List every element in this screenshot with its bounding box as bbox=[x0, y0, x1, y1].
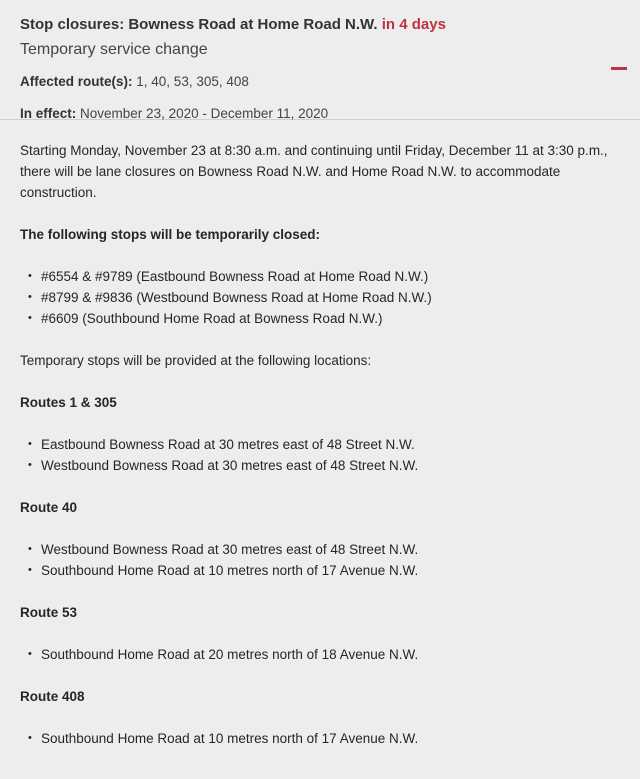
notice-title bbox=[20, 15, 620, 35]
route-heading: Route 40 bbox=[20, 500, 78, 515]
closed-stops-list bbox=[20, 266, 620, 329]
list-item: • #6609 (Southbound Home Road at Bowness Road N.W.) bbox=[41, 308, 620, 329]
list-item: • Eastbound Bowness Road at 30 metres east of 48 Street N.W. bbox=[41, 434, 620, 455]
route-stops-list bbox=[20, 434, 620, 476]
notice-subtitle: Temporary service change bbox=[20, 41, 208, 58]
closed-stops-heading: The following stops will be temporarily closed: bbox=[20, 227, 321, 242]
affected-routes bbox=[20, 73, 620, 91]
route-heading: Route 408 bbox=[20, 689, 85, 704]
route-heading: Route 53 bbox=[20, 605, 78, 620]
in-effect bbox=[20, 105, 620, 123]
in-effect-value: November 23, 2020 - December 11, 2020 bbox=[80, 106, 329, 121]
list-item: • Westbound Bowness Road at 30 metres east of 48 Street N.W. bbox=[41, 455, 620, 476]
collapse-button[interactable] bbox=[611, 63, 627, 73]
route-heading: Routes 1 & 305 bbox=[20, 395, 117, 410]
intro-paragraph: Starting Monday, November 23 at 8:30 a.m. and continuing until Friday, December 11 at 3:30 p.m., there will be lane closures on Bowness Road N.W. and Home Road N.W. to accommodate construction. bbox=[20, 143, 608, 200]
list-item: • Southbound Home Road at 10 metres north of 17 Avenue N.W. bbox=[41, 728, 620, 749]
in-effect-label: In effect: bbox=[20, 106, 77, 121]
list-item: • #8799 & #9836 (Westbound Bowness Road at Home Road N.W.) bbox=[41, 287, 620, 308]
list-item: • Southbound Home Road at 20 metres north of 18 Avenue N.W. bbox=[41, 644, 620, 665]
minus-icon bbox=[611, 67, 627, 70]
notice-title-text: Stop closures: Bowness Road at Home Road N.W. bbox=[20, 16, 378, 33]
notice-timing: in 4 days bbox=[381, 16, 446, 33]
notice-body bbox=[0, 120, 640, 749]
affected-routes-label: Affected route(s): bbox=[20, 74, 133, 89]
notice-header[interactable] bbox=[0, 0, 640, 120]
route-stops-list bbox=[20, 644, 620, 665]
list-item: • Westbound Bowness Road at 30 metres east of 48 Street N.W. bbox=[41, 539, 620, 560]
list-item: • #6554 & #9789 (Eastbound Bowness Road at Home Road N.W.) bbox=[41, 266, 620, 287]
route-stops-list bbox=[20, 539, 620, 581]
route-stops-list bbox=[20, 728, 620, 749]
affected-routes-value: 1, 40, 53, 305, 408 bbox=[136, 74, 249, 89]
temporary-stops-intro: Temporary stops will be provided at the following locations: bbox=[20, 353, 372, 368]
list-item: • Southbound Home Road at 10 metres north of 17 Avenue N.W. bbox=[41, 560, 620, 581]
